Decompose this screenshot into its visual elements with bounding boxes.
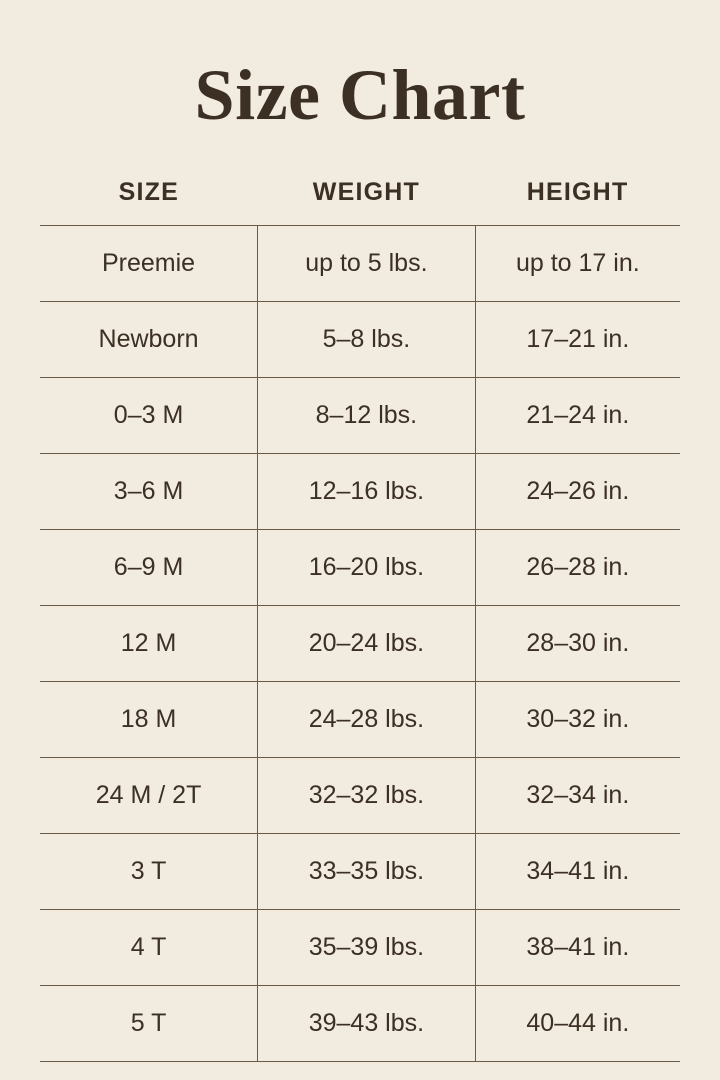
cell-size: 4 T [40, 909, 258, 985]
table-row [40, 453, 680, 529]
cell-size: Preemie [40, 225, 258, 301]
cell-weight: 20–24 lbs. [258, 605, 476, 681]
size-chart-table [40, 174, 680, 1062]
column-header-weight: WEIGHT [312, 177, 420, 206]
table-head [40, 174, 680, 226]
cell-size: 3 T [40, 833, 258, 909]
cell-size: 18 M [40, 681, 258, 757]
table-header-row [40, 174, 680, 226]
cell-size: 0–3 M [40, 377, 258, 453]
cell-size: 5 T [40, 985, 258, 1061]
cell-size: Newborn [40, 301, 258, 377]
cell-size: 24 M / 2T [40, 757, 258, 833]
cell-weight: 39–43 lbs. [258, 985, 476, 1061]
cell-height: 32–34 in. [475, 757, 680, 833]
cell-height: 28–30 in. [475, 605, 680, 681]
page-title: Size Chart [194, 55, 526, 135]
table-row [40, 529, 680, 605]
cell-weight: 16–20 lbs. [258, 529, 476, 605]
cell-size: 3–6 M [40, 453, 258, 529]
table-row [40, 225, 680, 301]
cell-height: up to 17 in. [475, 225, 680, 301]
table-row [40, 605, 680, 681]
cell-weight: 35–39 lbs. [258, 909, 476, 985]
table-row [40, 833, 680, 909]
cell-size: 12 M [40, 605, 258, 681]
size-chart-container [0, 174, 720, 1062]
cell-height: 17–21 in. [475, 301, 680, 377]
table-row [40, 301, 680, 377]
cell-weight: 12–16 lbs. [258, 453, 476, 529]
cell-weight: 5–8 lbs. [258, 301, 476, 377]
cell-height: 26–28 in. [475, 529, 680, 605]
table-row [40, 681, 680, 757]
column-header-height: HEIGHT [526, 177, 629, 206]
column-header-size: SIZE [118, 177, 179, 206]
table-row [40, 985, 680, 1061]
cell-height: 24–26 in. [475, 453, 680, 529]
cell-height: 21–24 in. [475, 377, 680, 453]
table-row [40, 377, 680, 453]
cell-height: 38–41 in. [475, 909, 680, 985]
cell-size: 6–9 M [40, 529, 258, 605]
cell-weight: 33–35 lbs. [258, 833, 476, 909]
cell-weight: 32–32 lbs. [258, 757, 476, 833]
cell-weight: up to 5 lbs. [258, 225, 476, 301]
cell-height: 40–44 in. [475, 985, 680, 1061]
table-row [40, 757, 680, 833]
cell-weight: 8–12 lbs. [258, 377, 476, 453]
cell-height: 34–41 in. [475, 833, 680, 909]
table-row [40, 909, 680, 985]
cell-weight: 24–28 lbs. [258, 681, 476, 757]
table-body [40, 225, 680, 1061]
cell-height: 30–32 in. [475, 681, 680, 757]
